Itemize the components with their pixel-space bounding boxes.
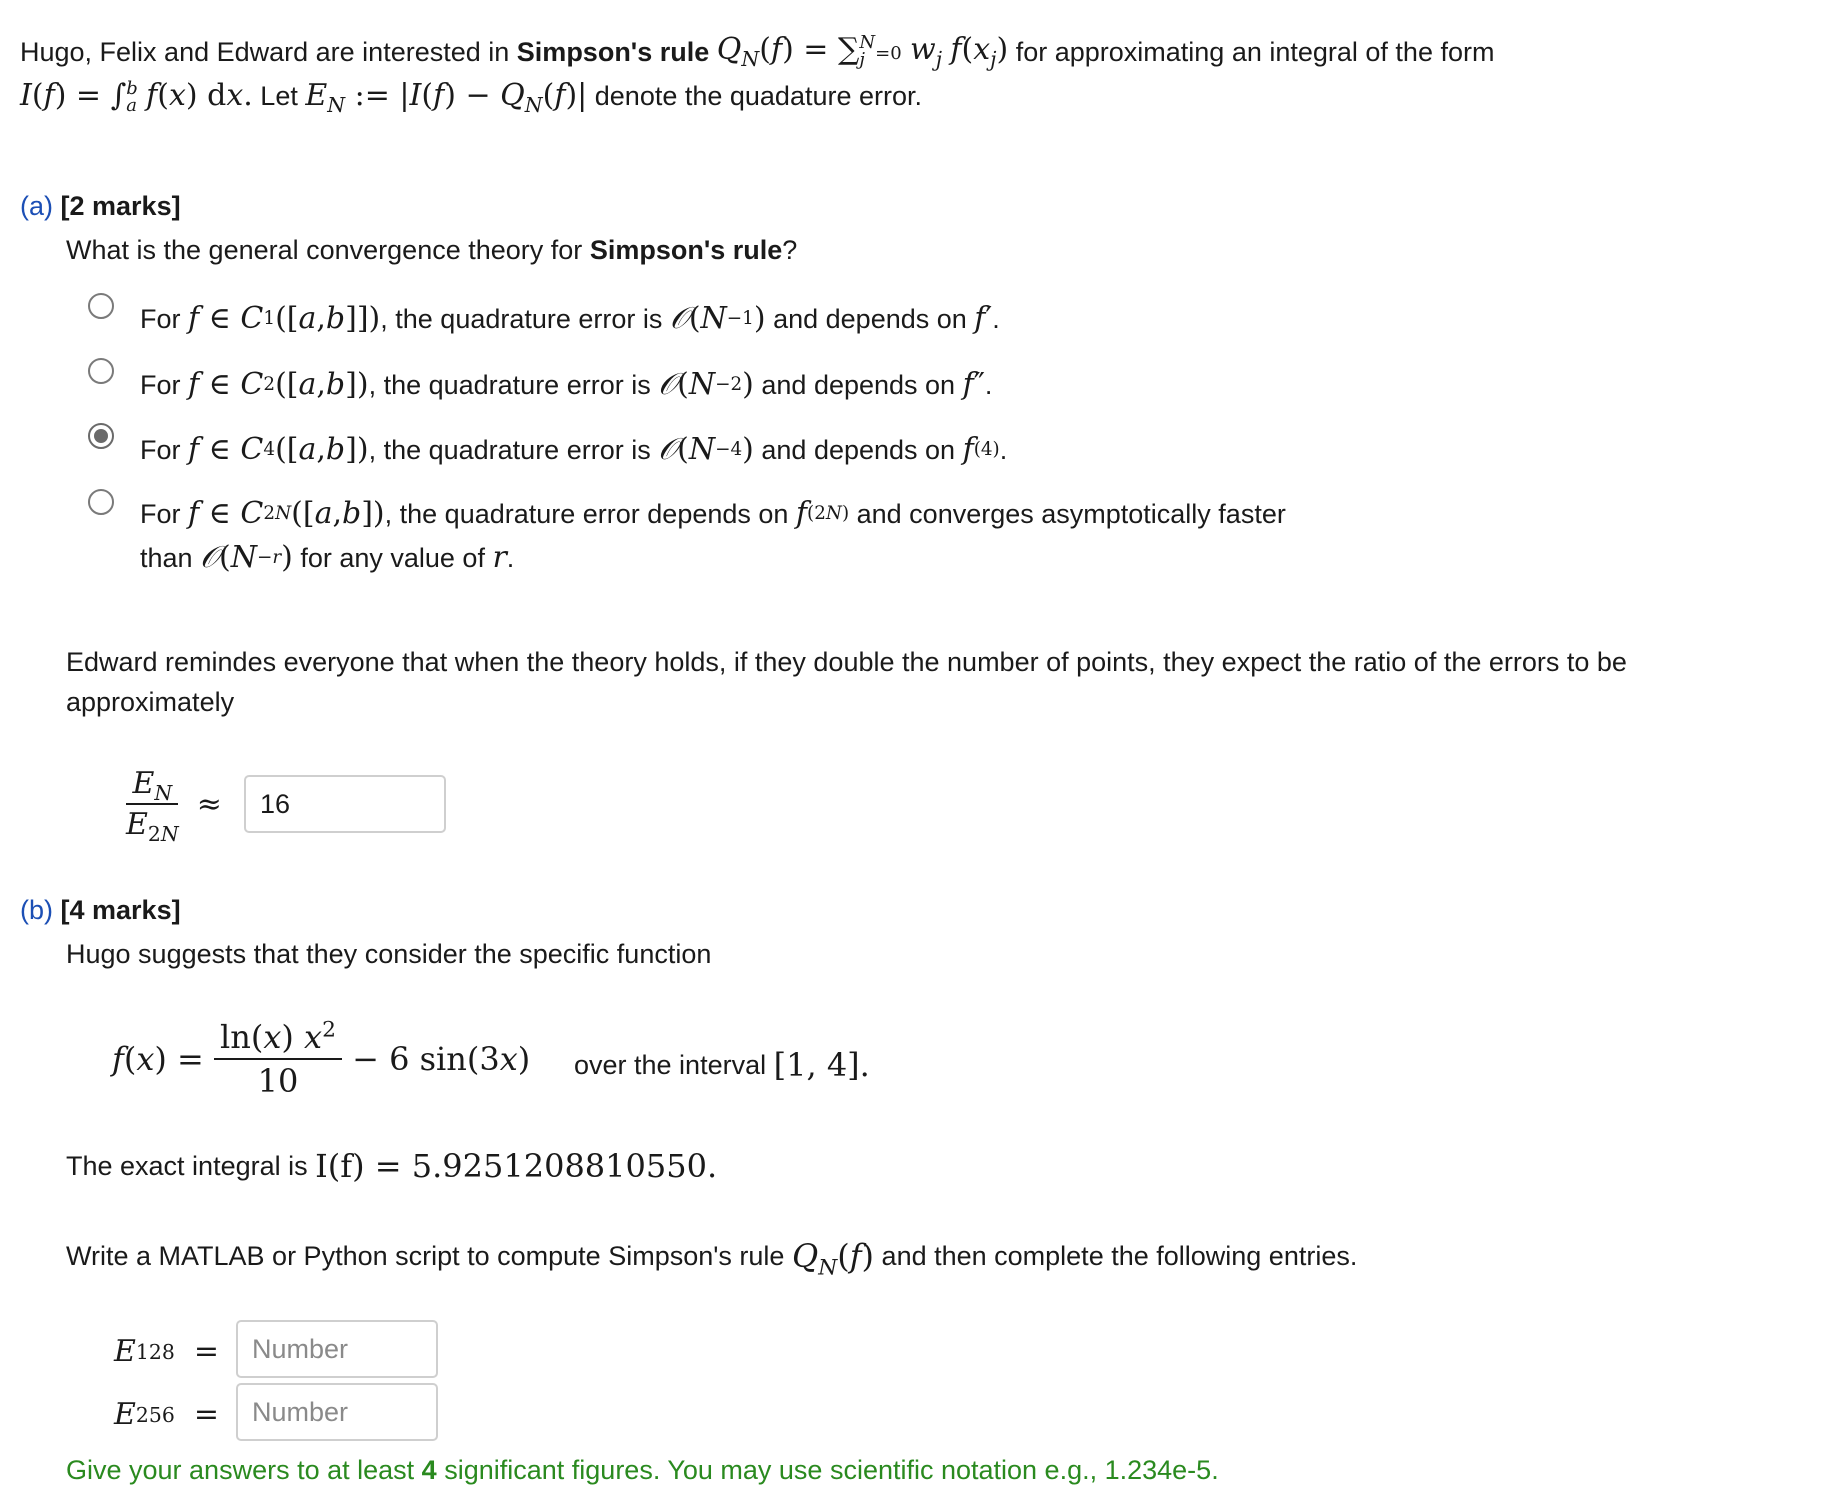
intro-line-1 xyxy=(20,30,1494,74)
option-4-text[interactable]: For f ∈ C 2N ([ a , b ]) , the quadrature error depends on f (2N) and converges asymptotically faster than 𝒪 ( N −r ) for any value of r . xyxy=(140,496,1286,575)
function-formula: f ( x ) = $\frac{\ln(x) x^2}{10}$ − 6 sin(3 x ) xyxy=(112,1017,531,1100)
part-a-marks: [2 marks] xyxy=(60,191,181,221)
error-ratio-formula: $\frac{E_N}{E_{2N}}$ ≈ xyxy=(126,766,222,846)
intro-let: Let xyxy=(260,81,298,111)
option-3-radio-selected[interactable] xyxy=(88,423,114,449)
part-b-label: (b) xyxy=(20,895,53,925)
part-b-header xyxy=(20,890,181,930)
part-a-header xyxy=(20,186,181,226)
option-1-text[interactable]: For f ∈ C 1 ([ a , b ]]) , the quadrature error is 𝒪 ( N −1 ) and depends on f ′ . xyxy=(140,301,1000,336)
option-3-text[interactable]: For f ∈ C 4 ([ a , b ]) , the quadrature error is 𝒪 ( N −4 ) and depends on f (4) . xyxy=(140,432,1008,467)
edward-paragraph: Edward remindes everyone that when the theory holds, if they double the number of points, they expect the ratio of the errors to be approximately xyxy=(66,647,1627,717)
intro-line-2 xyxy=(20,76,922,116)
intro-line2-suffix: denote the quadature error. xyxy=(594,81,923,111)
intro-line1-prefix: Hugo, Felix and Edward are interested in xyxy=(20,37,510,67)
part-a-label: (a) xyxy=(20,191,53,221)
intro-rule-name: Simpson's rule xyxy=(516,37,710,67)
option-4-radio[interactable] xyxy=(88,489,114,515)
e128-input[interactable] xyxy=(236,1320,438,1378)
intro-line1-suffix: for approximating an integral of the form xyxy=(1015,37,1495,67)
sig-fig-hint: Give your answers to at least 4 significant figures. You may use scientific notation e.g., 1.234e-5. xyxy=(66,1455,1219,1485)
option-text-data: F xyxy=(0,0,1,1)
option-2-text[interactable]: For f ∈ C 2 ([ a , b ]) , the quadrature error is 𝒪 ( N −2 ) and depends on f ″ . xyxy=(140,367,993,402)
interval-text: over the interval [1, 4]. xyxy=(574,1046,870,1084)
part-b-marks: [4 marks] xyxy=(60,895,181,925)
option-1-radio[interactable] xyxy=(88,293,114,319)
part-a-question: What is the general convergence theory for Simpson's rule? xyxy=(66,235,798,265)
intro-error-formula: $E_N$ := $|I(f) - Q_N(f)|$ xyxy=(305,78,588,117)
part-b-intro: Hugo suggests that they consider the specific function xyxy=(66,939,712,969)
intro-integral-formula: I(f) = ∫ b a f(x) dx. xyxy=(20,78,253,117)
exact-integral: The exact integral is I(f) = 5.9251208810550. xyxy=(66,1147,718,1185)
intro-quadrature-formula: $Q_N(f)$ = ∑ N j =0 $w_j$ $f(x_j)$ xyxy=(716,32,1009,71)
e256-label: E 256 = xyxy=(114,1397,220,1432)
interval-value: [1, 4]. xyxy=(773,1046,870,1084)
exact-integral-value: I(f) = 5.9251208810550. xyxy=(315,1147,718,1185)
e256-input[interactable] xyxy=(236,1383,438,1441)
error-ratio-input[interactable] xyxy=(244,775,446,833)
e128-label: E 128 = xyxy=(114,1334,220,1369)
script-instruction: Write a MATLAB or Python script to compute Simpson's rule $Q_N(f)$ and then complete the following entries. xyxy=(66,1237,1358,1281)
option-2-radio[interactable] xyxy=(88,358,114,384)
